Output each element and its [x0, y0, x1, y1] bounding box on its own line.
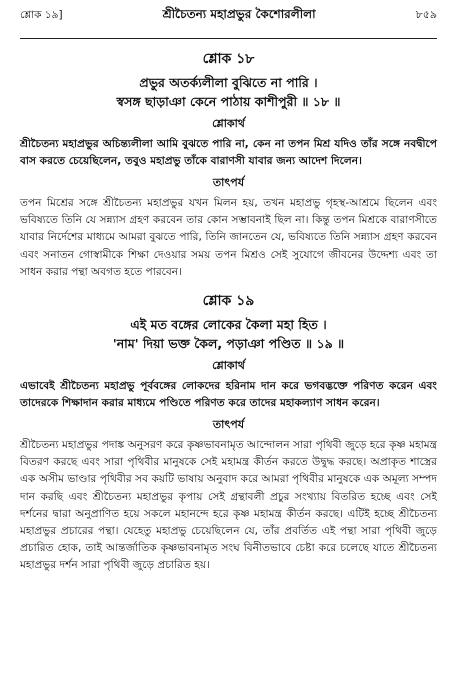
verse-18-line-1: প্রভুর অতর্ক্যলীলা বুঝিতে না পারি ।: [139, 75, 318, 90]
verse-19-translation: এভাবেই শ্রীচৈতন্য মহাপ্রভু পূর্ববঙ্গের লোকদের হরিনাম দান করে ভগবদ্ভক্তে পরিণত করেন এবং তাদেরকে শিক্ষাদান করার মাধ্যমে পণ্ডিতে পরিণত করে তাদের মহাকল্যাণ সাধন করেন।: [20, 380, 437, 410]
verse-18-purport: তপন মিশ্রের সঙ্গে শ্রীচৈতন্য মহাপ্রভুর যখন মিলন হয়, তখন মহাপ্রভু গৃহস্থ-আশ্রমে ছিলেন এবং ভবিষ্যতে তিনি যে সন্ন্যাস গ্রহণ করবেন তার কোন সম্ভাবনাই ছিল না। কিন্তু তপন মিশ্রকে বারাণসীতে যাবার নির্দেশের মাধ্যমে আমরা বুঝতে পারি, তিনি জানতেন যে, ভবিষ্যতে তিনি সন্ন্যাস গ্রহণ করবেন এবং সনাতন গোস্বামীকে শিক্ষা দেওয়ার সময় তপন মিশ্রও সেই সুযোগে জীবনের উদ্দেশ্য এবং তা সাধন করার পন্থা অবগত হতে পারবেন।: [20, 197, 437, 278]
verse-18-translation-label: শ্লোকার্থ: [212, 117, 245, 130]
verse-19-title: শ্লোক ১৯: [202, 293, 255, 310]
verse-19-purport: শ্রীচৈতন্য মহাপ্রভুর পদাঙ্ক অনুসরণ করে কৃষ্ণভাবনামৃত আন্দোলন সারা পৃথিবী জুড়ে হরে কৃষ্ণ মহামন্ত্র বিতরণ করছে এবং সারা পৃথিবীর মানুষকে সেই মহামন্ত্র কীর্তন করতে উদ্বুদ্ধ করছে। অপ্রাকৃত শাস্ত্রের এক অসীম ভাণ্ডার পৃথিবীর সব কয়টি ভাষায় অনুবাদ করে আমরা পৃথিবীর মানুষকে এক অমূল্য সম্পদ দান করছি এবং শ্রীচৈতন্য মহাপ্রভুর কৃপায় সেই গ্রন্থাবলী প্রচুর সংখ্যায় বিতরিত হচ্ছে এবং সেই দর্শনের দ্বারা অনুপ্রাণিত হয়ে সকলে মহানন্দে হরে কৃষ্ণ মহামন্ত্র কীর্তন করছে। এটিই হচ্ছে শ্রীচৈতন্য মহাপ্রভুর প্রচারের পন্থা। যেহেতু মহাপ্রভু চেয়েছিলেন যে, তাঁর প্রবর্তিত এই পন্থা সারা পৃথিবী জুড়ে প্রচারিত হোক, তাই আন্তর্জাতিক কৃষ্ণভাবনামৃত সংঘ বিনীতভাবে চেষ্টা করে চলেছে যাতে শ্রীচৈতন্য মহাপ্রভুর দর্শন সারা পৃথিবী জুড়ে প্রচারিত হয়।: [20, 439, 437, 572]
page-header: [20, 6, 437, 38]
verse-18-purport-label: তাৎপর্য: [212, 176, 245, 189]
verse-19-purport-label: তাৎপর্য: [212, 418, 245, 432]
verse-19-line-2: 'নাম' দিয়া ভক্ত কৈল, পড়াঞা পণ্ডিত ॥ ১৯ ॥: [112, 336, 345, 352]
header-divider: [20, 38, 437, 39]
verse-19-translation-label: শ্লোকার্থ: [212, 359, 245, 373]
header-chapter-title: শ্রীচৈতন্য মহাপ্রভুর কৈশোরলীলা: [162, 7, 316, 21]
header-verse-ref: শ্লোক ১৯]: [20, 9, 63, 21]
verse-18-line-2: স্বসঙ্গ ছাড়াঞা কেনে পাঠায় কাশীপুরী ॥ ১৮ ॥: [116, 94, 341, 109]
verse-18-title: শ্লোক ১৮: [202, 51, 255, 67]
verse-19-line-1: এই মত বঙ্গের লোকের কৈলা মহা হিত ।: [130, 317, 327, 333]
header-page-number: ৮৫৯: [415, 8, 437, 21]
verse-18-translation: শ্রীচৈতন্য মহাপ্রভুর অচিন্ত্যলীলা আমি বুঝতে পারি না, কেন না তপন মিশ্র যদিও তাঁর সঙ্গে নবদ্বীপে বাস করতে চেয়েছিলেন, তবুও মহাপ্রভু তাঁকে বারাণসী যাবার জন্য আদেশ দিলেন।: [20, 138, 437, 167]
